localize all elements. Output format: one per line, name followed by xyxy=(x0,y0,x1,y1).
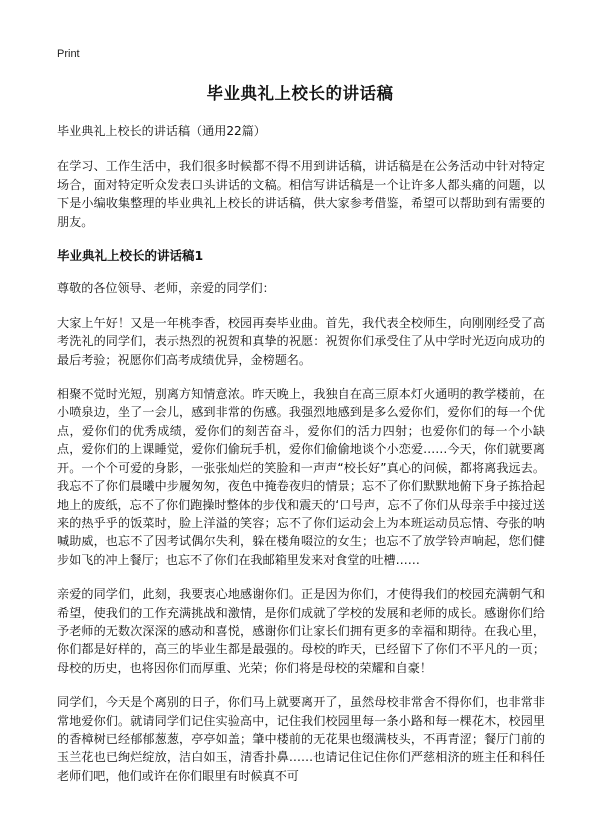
paragraph-3: 亲爱的同学们，此刻，我要衷心地感谢你们。正是因为你们，才使得我们的校园充满朝气和希望，使我们的工作充满挑战和激情，是你们成就了学校的发展和老师的成长。感谢你们给予老师的无数次深深的感动和喜悦，感谢你们让家长们拥有更多的幸福和期待。在我心里，你们都是好样的，高三的毕业生都是最强的。母校的昨天，已经留下了你们不平凡的一页；母校的历史，也将因你们而厚重、光荣；你们将是母校的荣耀和自豪！ xyxy=(57,587,545,675)
greeting: 尊敬的各位领导、老师，亲爱的同学们： xyxy=(57,281,275,296)
paragraph-4: 同学们，今天是个离别的日子，你们马上就要离开了，虽然母校非常舍不得你们，也非常非常地爱你们。就请同学们记住实验高中，记住我们校园里每一条小路和每一棵花木，校园里的香樟树已经郁郁葱葱，亭亭如盖；肇中楼前的无花果也缀满枝头，不再青涩；餐厅门前的玉兰花也已绚烂绽放，洁白如玉，清香扑鼻……也请记住记住你们严慈相济的班主任和科任老师们吧，他们或许在你们眼里有时候真不可 xyxy=(57,695,545,783)
print-link[interactable]: Print xyxy=(57,48,80,60)
article-subtitle: 毕业典礼上校长的讲话稿（通用22篇） xyxy=(57,124,266,138)
page-title: 毕业典礼上校长的讲话稿 xyxy=(206,84,394,103)
intro-paragraph: 在学习、工作生活中，我们很多时候都不得不用到讲话稿，讲话稿是在公务活动中针对特定场合，面对特定听众发表口头讲话的文稿。相信写讲话稿是一个让许多人都头痛的问题，以下是小编收集整理的毕业典礼上校长的讲话稿，供大家参考借鉴，希望可以帮助到有需要的朋友。 xyxy=(57,159,545,229)
article-body xyxy=(57,122,545,801)
paragraph-1: 大家上午好！又是一年桃李香，校园再奏毕业曲。首先，我代表全校师生，向刚刚经受了高考洗礼的同学们，表示热烈的祝贺和真挚的祝愿：祝贺你们承受住了从中学时光迈向成功的最后考验；祝愿你们高考成绩优异，金榜题名。 xyxy=(57,315,545,367)
section-heading: 毕业典礼上校长的讲话稿1 xyxy=(57,248,204,264)
paragraph-2: 相聚不觉时光短，别离方知情意浓。昨天晚上，我独自在高三原本灯火通明的教学楼前，在小喷泉边，坐了一会儿，感到非常的伤感。我强烈地感到是多么爱你们，爱你们的每一个优点，爱你们的优秀成绩，爱你们的刻苦奋斗，爱你们的活力四射；也爱你们的每一个小缺点，爱你们的上课睡觉，爱你们偷玩手机，爱你们偷偷地谈个小恋爱……今天，你们就要离开。一个个可爱的身影，一张张灿烂的笑脸和一声声“校长好”真心的问候，都将离我远去。我忘不了你们晨曦中步履匆匆，夜色中掩卷夜归的情景；忘不了你们默默地俯下身子拣拾起地上的废纸，忘不了你们跑操时整体的步伐和震天的‘口号声，忘不了你们从母亲手中接过送来的热乎乎的饭菜时，脸上洋溢的笑容；忘不了你们运动会上为本班运动员忘情、夸张的呐喊助威，也忘不了因考试偶尔失利，躲在楼角啜泣的女生；也忘不了放学铃声响起，您们健步如飞的冲上餐厅；也忘不了你们在我邮箱里发来对食堂的吐槽…… xyxy=(57,387,545,567)
